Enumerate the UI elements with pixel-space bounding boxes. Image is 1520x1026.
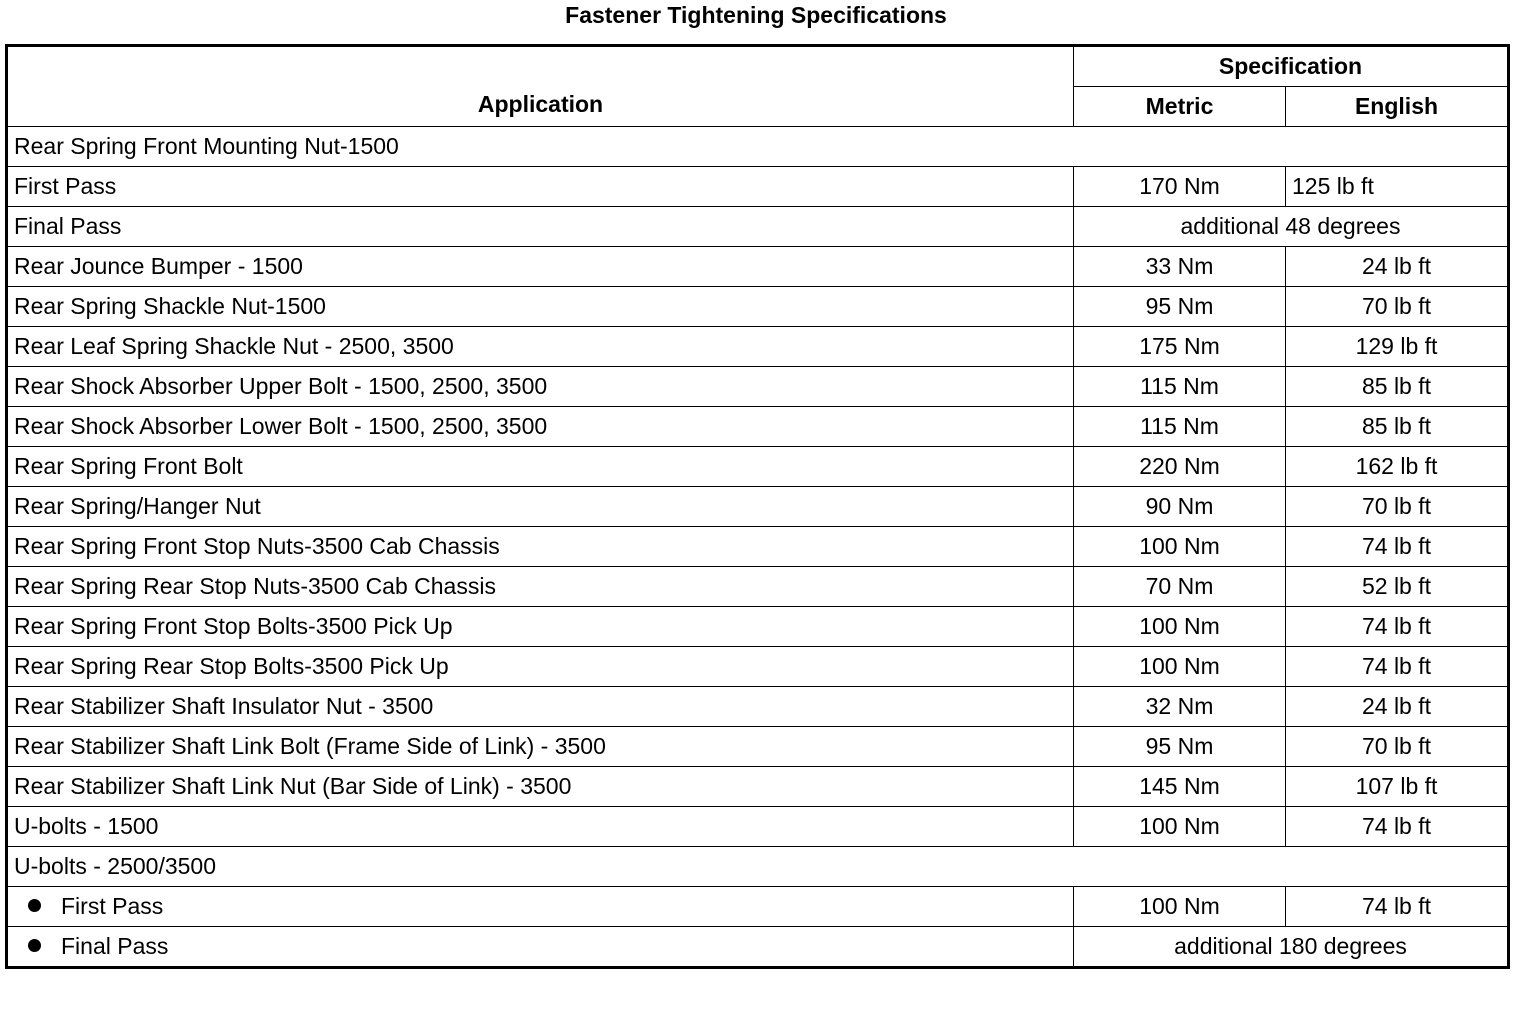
metric-cell: 100 Nm xyxy=(1074,647,1286,687)
table-row xyxy=(7,247,1509,287)
metric-cell: 95 Nm xyxy=(1074,287,1286,327)
metric-cell: 100 Nm xyxy=(1074,807,1286,847)
application-cell: Rear Shock Absorber Upper Bolt - 1500, 2500, 3500 xyxy=(7,367,1074,407)
table-row xyxy=(7,887,1509,927)
table-row xyxy=(7,607,1509,647)
table-row xyxy=(7,407,1509,447)
application-cell: Rear Stabilizer Shaft Link Nut (Bar Side of Link) - 3500 xyxy=(7,767,1074,807)
table-row xyxy=(7,687,1509,727)
specifications-table xyxy=(5,44,1510,969)
metric-cell: 220 Nm xyxy=(1074,447,1286,487)
application-cell: First Pass xyxy=(7,167,1074,207)
application-header: Application xyxy=(7,46,1074,127)
english-cell: 74 lb ft xyxy=(1286,607,1509,647)
table-row xyxy=(7,927,1509,968)
application-label: Final Pass xyxy=(61,933,169,959)
english-cell: 74 lb ft xyxy=(1286,647,1509,687)
english-cell: 85 lb ft xyxy=(1286,407,1509,447)
metric-cell: 100 Nm xyxy=(1074,607,1286,647)
table-row xyxy=(7,287,1509,327)
specification-cell: additional 48 degrees xyxy=(1074,207,1509,247)
specification-cell: additional 180 degrees xyxy=(1074,927,1509,968)
table-row xyxy=(7,567,1509,607)
table-row xyxy=(7,807,1509,847)
application-cell: Rear Stabilizer Shaft Link Bolt (Frame Side of Link) - 3500 xyxy=(7,727,1074,767)
bullet-icon xyxy=(28,939,41,952)
application-cell: Rear Spring/Hanger Nut xyxy=(7,487,1074,527)
application-cell: U-bolts - 2500/3500 xyxy=(7,847,1509,887)
table-row xyxy=(7,527,1509,567)
english-cell: 74 lb ft xyxy=(1286,527,1509,567)
application-cell: Rear Spring Front Stop Nuts-3500 Cab Chassis xyxy=(7,527,1074,567)
metric-cell: 170 Nm xyxy=(1074,167,1286,207)
table-row xyxy=(7,847,1509,887)
application-cell: Rear Spring Rear Stop Nuts-3500 Cab Chassis xyxy=(7,567,1074,607)
table-row xyxy=(7,127,1509,167)
english-cell: 125 lb ft xyxy=(1286,167,1509,207)
application-cell: Rear Spring Shackle Nut-1500 xyxy=(7,287,1074,327)
table-row xyxy=(7,447,1509,487)
table-row xyxy=(7,327,1509,367)
table-row xyxy=(7,767,1509,807)
application-cell: Rear Spring Front Stop Bolts-3500 Pick Up xyxy=(7,607,1074,647)
metric-cell: 95 Nm xyxy=(1074,727,1286,767)
table-row xyxy=(7,207,1509,247)
table-row xyxy=(7,367,1509,407)
metric-header: Metric xyxy=(1074,87,1286,127)
english-cell: 24 lb ft xyxy=(1286,687,1509,727)
specification-header: Specification xyxy=(1074,46,1509,87)
metric-cell: 115 Nm xyxy=(1074,407,1286,447)
metric-cell: 175 Nm xyxy=(1074,327,1286,367)
english-cell: 74 lb ft xyxy=(1286,807,1509,847)
table-row xyxy=(7,647,1509,687)
english-cell: 52 lb ft xyxy=(1286,567,1509,607)
application-cell: Rear Jounce Bumper - 1500 xyxy=(7,247,1074,287)
english-cell: 70 lb ft xyxy=(1286,487,1509,527)
application-cell: Rear Spring Front Mounting Nut-1500 xyxy=(7,127,1509,167)
bullet-icon xyxy=(28,899,41,912)
metric-cell: 33 Nm xyxy=(1074,247,1286,287)
metric-cell: 90 Nm xyxy=(1074,487,1286,527)
metric-cell: 70 Nm xyxy=(1074,567,1286,607)
metric-cell: 100 Nm xyxy=(1074,527,1286,567)
table-row xyxy=(7,727,1509,767)
application-cell: Rear Spring Front Bolt xyxy=(7,447,1074,487)
english-cell: 70 lb ft xyxy=(1286,287,1509,327)
application-label: First Pass xyxy=(61,893,164,919)
table-row xyxy=(7,167,1509,207)
application-cell: Final Pass xyxy=(7,207,1074,247)
application-cell xyxy=(7,927,1074,968)
header-row-top xyxy=(7,46,1509,87)
metric-cell: 100 Nm xyxy=(1074,887,1286,927)
english-cell: 70 lb ft xyxy=(1286,727,1509,767)
application-cell: U-bolts - 1500 xyxy=(7,807,1074,847)
application-cell: Rear Spring Rear Stop Bolts-3500 Pick Up xyxy=(7,647,1074,687)
english-cell: 74 lb ft xyxy=(1286,887,1509,927)
page-title: Fastener Tightening Specifications xyxy=(565,2,947,28)
application-cell: Rear Leaf Spring Shackle Nut - 2500, 3500 xyxy=(7,327,1074,367)
english-cell: 24 lb ft xyxy=(1286,247,1509,287)
application-cell: Rear Stabilizer Shaft Insulator Nut - 3500 xyxy=(7,687,1074,727)
english-header: English xyxy=(1286,87,1509,127)
english-cell: 85 lb ft xyxy=(1286,367,1509,407)
metric-cell: 32 Nm xyxy=(1074,687,1286,727)
english-cell: 107 lb ft xyxy=(1286,767,1509,807)
english-cell: 162 lb ft xyxy=(1286,447,1509,487)
application-cell: Rear Shock Absorber Lower Bolt - 1500, 2500, 3500 xyxy=(7,407,1074,447)
table-row xyxy=(7,487,1509,527)
metric-cell: 115 Nm xyxy=(1074,367,1286,407)
english-cell: 129 lb ft xyxy=(1286,327,1509,367)
metric-cell: 145 Nm xyxy=(1074,767,1286,807)
application-cell xyxy=(7,887,1074,927)
